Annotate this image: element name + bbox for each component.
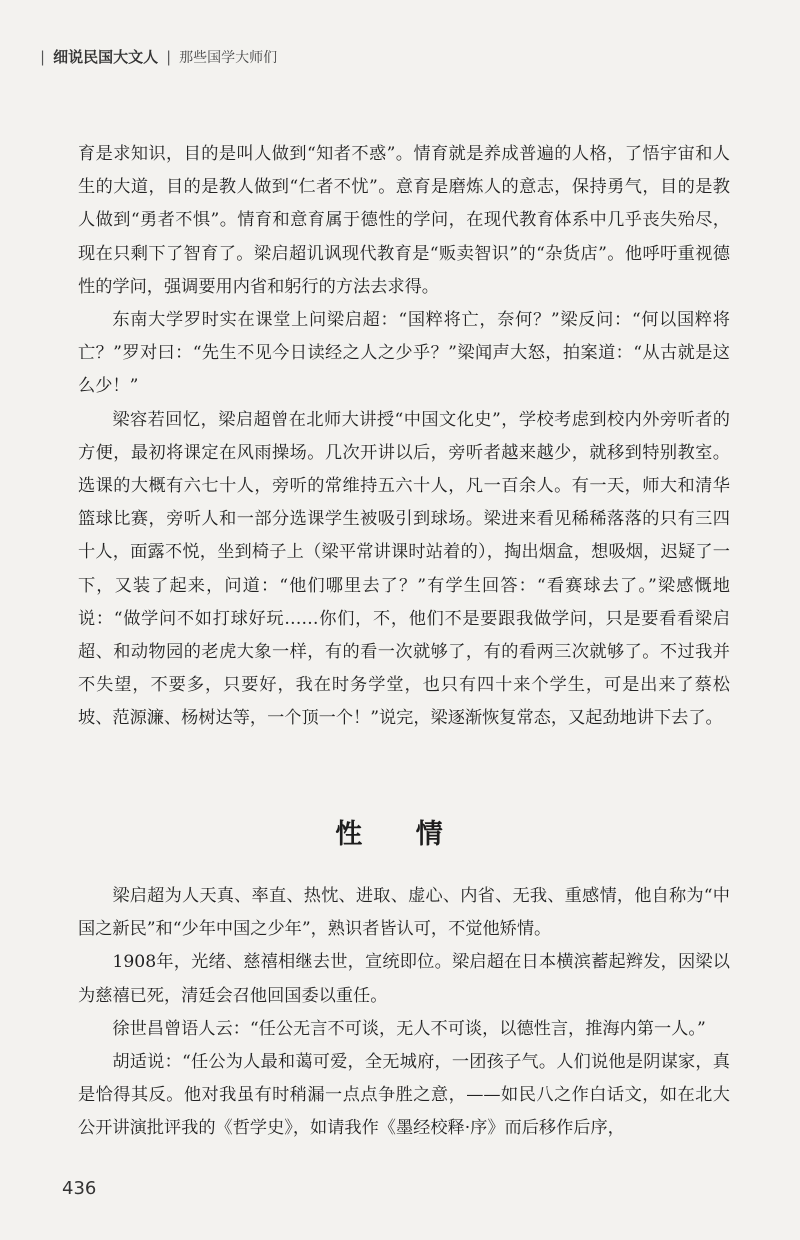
page-number: 436 — [62, 1178, 97, 1199]
header-separator-2: | — [166, 47, 172, 66]
body-text-bottom — [78, 880, 730, 1146]
paragraph: 徐世昌曾语人云：“任公无言不可谈，无人不可谈，以德性言，推海内第一人。” — [112, 1018, 706, 1039]
paragraph: 东南大学罗时实在课堂上问梁启超：“国粹将亡，奈何？”梁反问：“何以国粹将亡？”罗对曰：“先生不见今日读经之人之少乎？”梁闻声大怒，拍案道：“从古就是这么少！” — [78, 310, 730, 397]
body-text-top — [78, 138, 730, 736]
paragraph: 育是求知识，目的是叫人做到“知者不惑”。情育就是养成普遍的人格，了悟宇宙和人生的大道，目的是教人做到“仁者不忧”。意育是磨炼人的意志，保持勇气，目的是教人做到“勇者不惧”。情育和意育属于德性的学问，在现代教育体系中几乎丧失殆尽，现在只剩下了智育了。梁启超讥讽现代教育是“贩卖智识”的“杂货店”。他呼吁重视德性的学问，强调要用内省和躬行的方法去求得。 — [78, 144, 730, 297]
header-separator: | — [40, 47, 46, 66]
paragraph: 1908年，光绪、慈禧相继去世，宣统即位。梁启超在日本横滨蓄起辫发，因梁以为慈禧已死，清廷会召他回国委以重任。 — [78, 952, 730, 1006]
paragraph: 梁启超为人天真、率直、热忱、进取、虚心、内省、无我、重感情，他自称为“中国之新民”和“少年中国之少年”，熟识者皆认可，不觉他矫情。 — [78, 886, 730, 940]
paragraph: 梁容若回忆，梁启超曾在北师大讲授“中国文化史”，学校考虑到校内外旁听者的方便，最初将课定在风雨操场。几次开讲以后，旁听者越来越少，就移到特别教室。选课的大概有六七十人，旁听的常维持五六十人，凡一百余人。有一天，师大和清华篮球比赛，旁听人和一部分选课学生被吸引到球场。梁进来看见稀稀落落的只有三四十人，面露不悦，坐到椅子上（梁平常讲课时站着的），掏出烟盒，想吸烟，迟疑了一下，又装了起来，问道：“他们哪里去了？”有学生回答：“看赛球去了。”梁感慨地说：“做学问不如打球好玩……你们，不，他们不是要跟我做学问，只是要看看梁启超、和动物园的老虎大象一样，有的看一次就够了，有的看两三次就够了。不过我并不失望，不要多，只要好，我在时务学堂，也只有四十来个学生，可是出来了蔡松坡、范源濂、杨树达等，一个顶一个！”说完，梁逐渐恢复常态，又起劲地讲下去了。 — [78, 409, 730, 729]
book-title: 细说民国大文人 — [53, 48, 159, 66]
paragraph: 胡适说：“任公为人最和蔼可爱，全无城府，一团孩子气。人们说他是阴谋家，真是恰得其反。他对我虽有时稍漏一点点争胜之意，——如民八之作白话文，如在北大公开讲演批评我的《哲学史》，如请我作《墨经校释·序》而后移作后序， — [78, 1052, 730, 1139]
section-title: 性 情 — [335, 819, 465, 850]
chapter-title: 那些国学大师们 — [179, 49, 278, 66]
running-head — [40, 46, 277, 67]
